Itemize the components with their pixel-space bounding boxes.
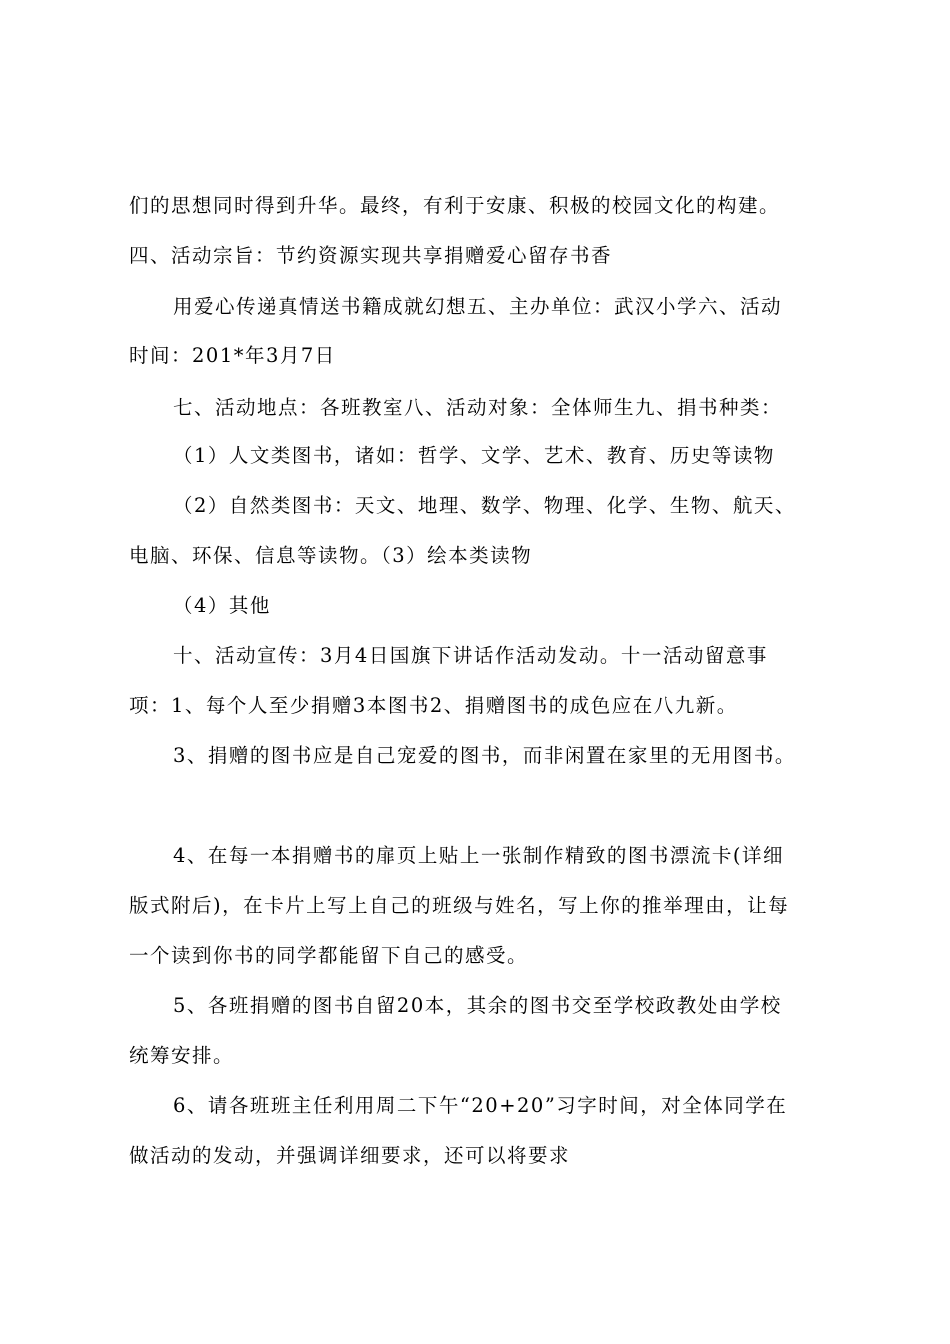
text-line: 十、活动宣传：3月4日国旗下讲话作活动发动。十一活动留意事 bbox=[173, 644, 768, 667]
text-line: 项：1、每个人至少捐赠3本图书2、捐赠图书的成色应在八九新。 bbox=[129, 694, 738, 717]
text-line: 版式附后)，在卡片上写上自己的班级与姓名，写上你的推举理由，让每 bbox=[129, 894, 790, 917]
text-line: 四、活动宗旨：节约资源实现共享捐赠爱心留存书香 bbox=[129, 244, 613, 267]
text-line: （1）人文类图书，诸如：哲学、文学、艺术、教育、历史等读物 bbox=[173, 444, 775, 467]
text-line: 七、活动地点：各班教室八、活动对象：全体师生九、捐书种类： bbox=[173, 396, 783, 419]
text-line: 电脑、环保、信息等读物。（3）绘本类读物 bbox=[129, 544, 533, 567]
text-line: 用爱心传递真情送书籍成就幻想五、主办单位：武汉小学六、活动 bbox=[173, 295, 783, 318]
text-line: 一个读到你书的同学都能留下自己的感受。 bbox=[129, 944, 529, 967]
text-line: （2）自然类图书：天文、地理、数学、物理、化学、生物、航天、 bbox=[173, 494, 796, 517]
text-line: 4、在每一本捐赠书的扉页上贴上一张制作精致的图书漂流卡(详细 bbox=[173, 844, 785, 867]
text-line: 3、捐赠的图书应是自己宠爱的图书，而非闲置在家里的无用图书。 bbox=[173, 744, 796, 767]
text-line: （4）其他 bbox=[173, 594, 271, 617]
text-line: 们的思想同时得到升华。最终，有利于安康、积极的校园文化的构建。 bbox=[129, 194, 781, 217]
text-line: 做活动的发动，并强调详细要求，还可以将要求 bbox=[129, 1144, 571, 1167]
text-line: 6、请各班班主任利用周二下午“20+20”习字时间，对全体同学在 bbox=[173, 1094, 788, 1117]
text-line: 5、各班捐赠的图书自留20本，其余的图书交至学校政教处由学校 bbox=[173, 994, 782, 1017]
text-line: 统筹安排。 bbox=[129, 1044, 235, 1067]
text-line: 时间：201*年3月7日 bbox=[129, 344, 336, 367]
